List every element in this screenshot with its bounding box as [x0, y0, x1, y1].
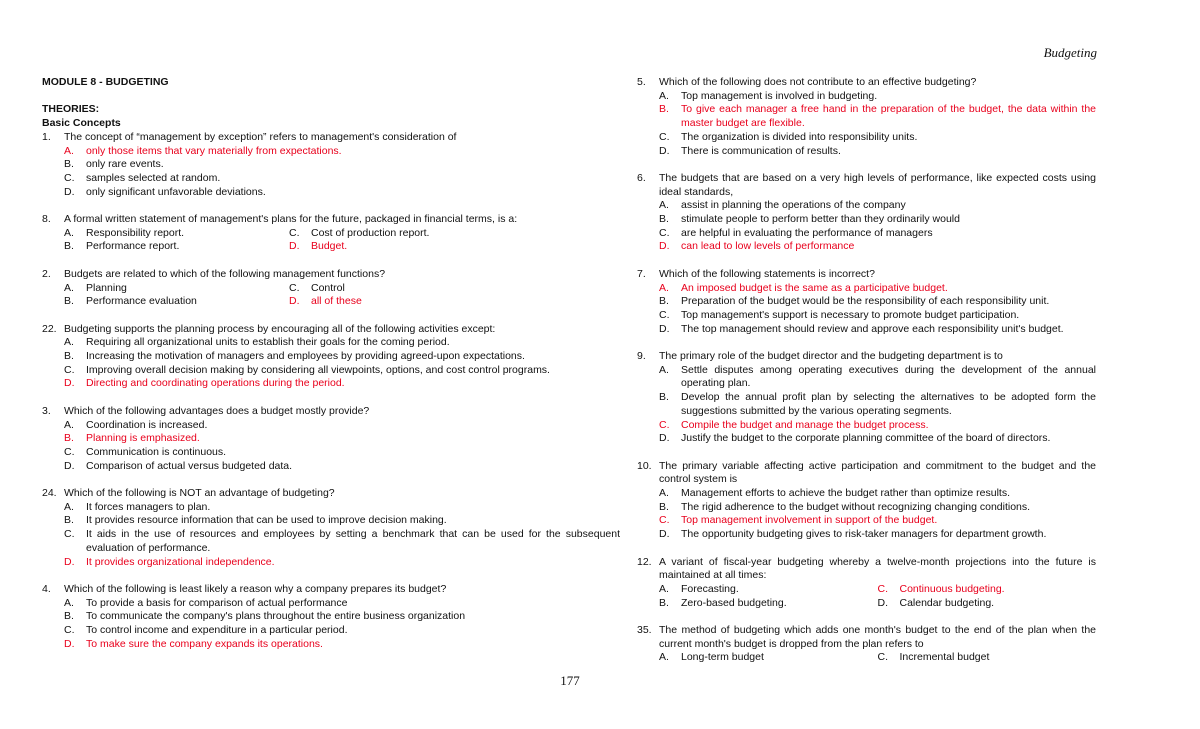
question-number: 5.	[637, 76, 646, 88]
answer-option	[659, 145, 1096, 159]
question-number: 8.	[42, 213, 51, 225]
option-text: Responsibility report.	[86, 226, 185, 239]
question-text: Which of the following does not contribute to an effective budgeting?	[659, 76, 977, 88]
question-text: Which of the following is NOT an advantage of budgeting?	[64, 487, 335, 499]
question-stem	[637, 624, 1096, 651]
answer-option-row	[659, 597, 1096, 611]
option-text: only those items that vary materially from expectations.	[86, 144, 342, 157]
option-letter: A.	[64, 281, 74, 294]
answer-option	[64, 240, 289, 254]
answer-option	[64, 186, 620, 200]
answer-option	[64, 419, 620, 433]
option-letter: A.	[659, 582, 669, 595]
question-stem	[42, 323, 620, 337]
option-letter: A.	[659, 89, 669, 102]
option-text: There is communication of results.	[681, 144, 841, 157]
option-text: Develop the annual profit plan by selecting the alternatives to be adopted form the suggestions submitted by the various operating segments.	[681, 391, 1096, 417]
question-item	[637, 76, 1096, 158]
option-text: assist in planning the operations of the company	[681, 199, 906, 212]
option-letter: D.	[64, 555, 75, 568]
question-text: Budgeting supports the planning process by encouraging all of the following activities except:	[64, 322, 496, 335]
option-text: Comparison of actual versus budgeted data.	[86, 459, 293, 472]
question-item	[42, 268, 620, 309]
option-text: Cost of production report.	[311, 226, 430, 239]
answer-options	[64, 336, 620, 391]
answer-option	[659, 199, 1096, 213]
option-letter: C.	[659, 308, 670, 321]
answer-option	[64, 364, 620, 378]
option-letter: B.	[64, 295, 74, 308]
option-letter: C.	[64, 624, 75, 637]
answer-option	[659, 391, 1096, 418]
answer-option	[659, 487, 1096, 501]
answer-option	[659, 309, 1096, 323]
option-letter: C.	[877, 651, 888, 664]
option-text: can lead to low levels of performance	[681, 240, 855, 253]
correct-answer-option	[64, 145, 620, 159]
option-letter: C.	[289, 281, 300, 294]
answer-option-row	[64, 227, 620, 241]
answer-option	[659, 131, 1096, 145]
question-text: The primary role of the budget director and the budgeting department is to	[659, 350, 1003, 363]
correct-answer-option	[659, 514, 1096, 528]
question-stem	[42, 583, 620, 597]
answer-option	[659, 501, 1096, 515]
question-item	[42, 323, 620, 392]
answer-option	[64, 295, 289, 309]
option-letter: A.	[64, 226, 74, 239]
option-text: Control	[311, 281, 345, 294]
answer-options	[659, 583, 1096, 610]
correct-answer-option	[64, 638, 620, 652]
option-text: Planning	[86, 281, 127, 294]
option-letter: A.	[659, 281, 669, 294]
answer-option	[64, 227, 289, 241]
answer-options	[659, 282, 1096, 337]
question-number: 6.	[637, 171, 646, 184]
option-text: Performance report.	[86, 240, 180, 253]
option-letter: A.	[659, 363, 669, 376]
option-text: Coordination is increased.	[86, 418, 208, 431]
option-letter: B.	[64, 610, 74, 623]
option-letter: D.	[64, 637, 75, 650]
question-text: Which of the following statements is incorrect?	[659, 267, 875, 280]
option-letter: C.	[659, 226, 670, 239]
left-column	[42, 76, 620, 651]
question-stem	[42, 131, 620, 145]
option-text: To control income and expenditure in a particular period.	[86, 624, 348, 637]
question-item	[42, 487, 620, 569]
option-text: Performance evaluation	[86, 295, 197, 308]
answer-options	[64, 597, 620, 652]
option-text: only rare events.	[86, 158, 164, 171]
theories-heading: THEORIES:	[42, 103, 100, 116]
answer-options	[659, 487, 1096, 542]
option-letter: B.	[64, 514, 74, 527]
question-number: 7.	[637, 267, 646, 280]
option-text: The opportunity budgeting gives to risk-taker managers for department growth.	[681, 528, 1047, 541]
option-letter: B.	[64, 432, 74, 445]
question-number: 35.	[637, 624, 652, 637]
answer-option-row	[64, 282, 620, 296]
option-letter: B.	[659, 391, 669, 404]
question-item	[42, 131, 620, 200]
option-text: Forecasting.	[681, 582, 739, 595]
option-text: The organization is divided into responsibility units.	[681, 130, 918, 143]
option-text: To provide a basis for comparison of actual performance	[86, 596, 348, 609]
option-letter: D.	[64, 377, 75, 390]
option-text: Planning is emphasized.	[86, 432, 200, 445]
module-title: MODULE 8 - BUDGETING	[42, 76, 169, 88]
question-text: A variant of fiscal-year budgeting whereby a twelve-month projections into the future is maintained at all times:	[659, 555, 1096, 582]
answer-option	[64, 460, 620, 474]
option-text: To make sure the company expands its operations.	[86, 637, 323, 650]
question-item	[637, 350, 1096, 446]
answer-option	[659, 432, 1096, 446]
question-stem	[637, 172, 1096, 199]
option-letter: A.	[659, 651, 669, 664]
question-number: 2.	[42, 267, 51, 280]
option-text: Continuous budgeting.	[899, 582, 1005, 595]
option-letter: B.	[659, 213, 669, 226]
option-text: Improving overall decision making by considering all viewpoints, options, and cost control programs.	[86, 363, 550, 376]
option-text: Budget.	[311, 240, 348, 253]
answer-options	[64, 145, 620, 200]
correct-answer-option	[659, 419, 1096, 433]
answer-option	[64, 610, 620, 624]
option-letter: D.	[659, 528, 670, 541]
option-text: all of these	[311, 295, 362, 308]
option-text: The top management should review and approve each responsibility unit's budget.	[681, 322, 1064, 335]
question-number: 12.	[637, 555, 652, 568]
option-text: Communication is continuous.	[86, 445, 227, 458]
answer-option	[64, 501, 620, 515]
option-text: The rigid adherence to the budget without recognizing changing conditions.	[681, 500, 1031, 513]
option-text: To communicate the company's plans throughout the entire business organization	[86, 610, 466, 623]
answer-option	[659, 651, 878, 665]
question-stem	[637, 350, 1096, 364]
question-item	[637, 460, 1096, 542]
option-letter: C.	[64, 445, 75, 458]
answer-option	[64, 172, 620, 186]
option-letter: D.	[64, 459, 75, 472]
option-text: Top management's support is necessary to promote budget participation.	[681, 308, 1020, 321]
option-text: Justify the budget to the corporate planning committee of the board of directors.	[681, 432, 1051, 445]
answer-option	[878, 651, 1097, 665]
option-text: Incremental budget	[899, 651, 990, 664]
answer-option-row	[659, 583, 1096, 597]
option-text: Increasing the motivation of managers and employees by providing agreed-upon expectations.	[86, 350, 525, 362]
question-text: The method of budgeting which adds one month's budget to the end of the plan when the current month's budget is dropped from the plan refers to	[659, 624, 1096, 650]
correct-answer-option	[64, 377, 620, 391]
answer-options	[64, 282, 620, 309]
answer-option	[659, 583, 878, 597]
answer-option	[64, 336, 620, 350]
option-letter: A.	[64, 500, 74, 513]
question-text: The concept of “management by exception” refers to management's consideration of	[64, 130, 457, 143]
answer-option	[64, 597, 620, 611]
option-letter: B.	[659, 295, 669, 308]
answer-option-row	[659, 651, 1096, 665]
option-letter: C.	[877, 582, 888, 595]
question-stem	[42, 213, 620, 227]
answer-option	[659, 597, 878, 611]
answer-option	[64, 350, 620, 364]
question-item	[42, 405, 620, 474]
question-stem	[42, 487, 620, 501]
answer-option	[64, 528, 620, 555]
option-letter: A.	[64, 336, 74, 349]
answer-option	[64, 446, 620, 460]
option-text: Compile the budget and manage the budget process.	[681, 418, 929, 431]
answer-options	[659, 651, 1096, 665]
option-letter: C.	[64, 528, 75, 541]
option-letter: D.	[64, 185, 75, 198]
page-number: 177	[560, 673, 580, 688]
correct-answer-option	[659, 282, 1096, 296]
answer-option	[64, 514, 620, 528]
option-letter: A.	[659, 199, 669, 212]
answer-options	[659, 199, 1096, 254]
correct-answer-option	[878, 583, 1097, 597]
option-text: An imposed budget is the same as a participative budget.	[681, 281, 948, 294]
option-letter: A.	[64, 418, 74, 431]
option-text: samples selected at random.	[86, 171, 221, 184]
answer-options	[64, 227, 620, 254]
answer-option	[878, 597, 1097, 611]
question-number: 9.	[637, 350, 646, 363]
option-text: It provides resource information that can be used to improve decision making.	[86, 514, 447, 527]
option-letter: D.	[659, 322, 670, 335]
option-text: Zero-based budgeting.	[681, 596, 787, 609]
correct-answer-option	[64, 432, 620, 446]
answer-option	[64, 624, 620, 638]
option-letter: B.	[659, 596, 669, 609]
option-letter: D.	[289, 295, 300, 308]
option-text: Top management involvement in support of the budget.	[681, 514, 938, 527]
running-header: Budgeting	[1043, 45, 1097, 60]
answer-option-row	[64, 240, 620, 254]
option-letter: D.	[659, 144, 670, 157]
answer-options	[659, 90, 1096, 159]
option-letter: D.	[659, 432, 670, 445]
option-letter: C.	[659, 130, 670, 143]
option-letter: B.	[659, 103, 669, 116]
question-number: 22.	[42, 322, 57, 335]
question-number: 1.	[42, 130, 51, 143]
option-text: Top management is involved in budgeting.	[681, 89, 878, 102]
option-letter: C.	[64, 171, 75, 184]
option-letter: D.	[659, 240, 670, 253]
answer-option	[659, 295, 1096, 309]
question-item	[42, 583, 620, 652]
answer-option	[659, 213, 1096, 227]
correct-answer-option	[659, 240, 1096, 254]
option-letter: C.	[289, 226, 300, 239]
question-item	[637, 268, 1096, 337]
option-letter: D.	[877, 596, 888, 609]
right-column	[637, 76, 1096, 665]
question-stem	[637, 76, 1096, 90]
question-item	[637, 624, 1096, 665]
option-letter: B.	[659, 500, 669, 513]
option-letter: D.	[289, 240, 300, 253]
option-text: stimulate people to perform better than they ordinarily would	[681, 213, 960, 226]
option-text: It aids in the use of resources and employees by setting a benchmark that can be used for the subsequent evaluation of performance.	[86, 528, 620, 554]
question-number: 4.	[42, 582, 51, 595]
question-stem	[637, 556, 1096, 583]
answer-option	[659, 227, 1096, 241]
option-text: Management efforts to achieve the budget rather than optimize results.	[681, 487, 1010, 500]
question-number: 10.	[637, 459, 652, 472]
answer-option	[64, 282, 289, 296]
option-letter: B.	[64, 240, 74, 253]
answer-option	[659, 90, 1096, 104]
option-letter: C.	[64, 363, 75, 376]
answer-option	[289, 282, 514, 296]
question-item	[637, 172, 1096, 254]
option-letter: A.	[64, 596, 74, 609]
question-text: Which of the following advantages does a budget mostly provide?	[64, 404, 370, 417]
basic-concepts-heading: Basic Concepts	[42, 117, 121, 130]
option-text: Requiring all organizational units to establish their goals for the coming period.	[86, 336, 450, 349]
question-text: A formal written statement of management's plans for the future, packaged in financial terms, is a:	[64, 213, 518, 225]
answer-options	[659, 364, 1096, 446]
answer-options	[64, 501, 620, 570]
option-letter: B.	[64, 350, 74, 362]
question-stem	[42, 405, 620, 419]
left-question-list	[42, 131, 620, 652]
answer-option	[659, 323, 1096, 337]
question-number: 3.	[42, 404, 51, 417]
option-text: are helpful in evaluating the performance of managers	[681, 226, 933, 239]
answer-option	[289, 227, 514, 241]
answer-options	[64, 419, 620, 474]
option-letter: C.	[659, 418, 670, 431]
question-text: Which of the following is least likely a reason why a company prepares its budget?	[64, 582, 447, 595]
question-item	[637, 556, 1096, 611]
answer-option	[64, 158, 620, 172]
question-stem	[42, 268, 620, 282]
option-text: Calendar budgeting.	[899, 596, 995, 609]
option-text: Long-term budget	[681, 651, 764, 664]
correct-answer-option	[289, 240, 514, 254]
question-text: The budgets that are based on a very high levels of performance, like expected costs using ideal standards,	[659, 171, 1096, 198]
question-text: Budgets are related to which of the following management functions?	[64, 267, 386, 280]
question-item	[42, 213, 620, 254]
question-stem	[637, 460, 1096, 487]
correct-answer-option	[64, 556, 620, 570]
option-letter: B.	[64, 158, 74, 171]
option-letter: C.	[659, 514, 670, 527]
option-text: Directing and coordinating operations during the period.	[86, 377, 345, 390]
right-question-list	[637, 76, 1096, 665]
correct-answer-option	[659, 103, 1096, 130]
option-letter: A.	[659, 487, 669, 500]
option-text: It forces managers to plan.	[86, 500, 211, 513]
answer-option	[659, 364, 1096, 391]
option-text: only significant unfavorable deviations.	[86, 185, 266, 198]
option-letter: A.	[64, 144, 74, 157]
option-text: Preparation of the budget would be the responsibility of each responsibility unit.	[681, 295, 1050, 308]
option-text: It provides organizational independence.	[86, 555, 275, 568]
correct-answer-option	[289, 295, 514, 309]
answer-option	[659, 528, 1096, 542]
question-number: 24.	[42, 487, 57, 499]
option-text: To give each manager a free hand in the preparation of the budget, the data within the master budget are flexible.	[681, 103, 1096, 130]
question-stem	[637, 268, 1096, 282]
answer-option-row	[64, 295, 620, 309]
option-text: Settle disputes among operating executives during the development of the annual operating plan.	[681, 363, 1096, 390]
question-text: The primary variable affecting active participation and commitment to the budget and the control system is	[659, 459, 1096, 486]
